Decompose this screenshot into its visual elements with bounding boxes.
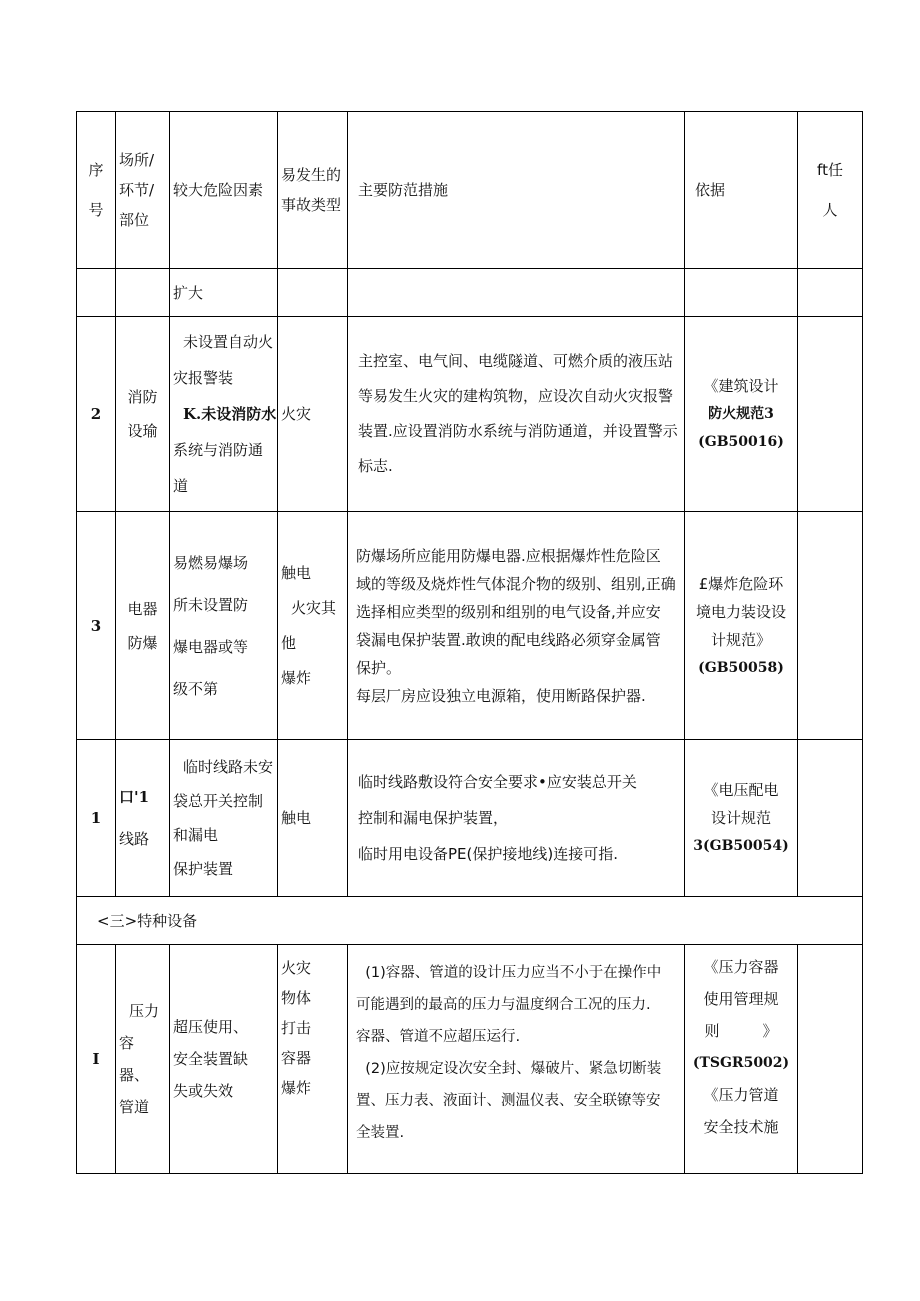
basis-cell: 《电压配电 设计规范 3(GB50054) (685, 740, 798, 897)
hazard-control-table (76, 111, 863, 1174)
row-number: 3 (77, 512, 116, 740)
table-row (77, 512, 863, 740)
section-title: <三>特种设备 (77, 897, 863, 945)
header-accident: 易发生的事故类型 (278, 112, 348, 269)
place-cell: 电器 防爆 (116, 512, 170, 740)
table-row (77, 945, 863, 1174)
header-person: ft任人 (798, 112, 863, 269)
place-cell: 压力 容 器、 管道 (116, 945, 170, 1174)
place-cell: 口'1 线路 (116, 740, 170, 897)
factor-cell: 超压使用、 安全装置缺 失或失效 (170, 945, 278, 1174)
row-number: 2 (77, 317, 116, 512)
accident-cell: 火灾 (278, 317, 348, 512)
measure-cell: (1)容器、管道的设计压力应当不小于在操作中 可能遇到的最高的压力与温度纲合工况的压力. 容器、管道不应超压运行. (2)应按规定设次安全封、爆破片、紧急切断装 置、压力表、液面计、测温仪表、安全联镣等安 全装置. (348, 945, 685, 1174)
header-basis: 依据 (685, 112, 798, 269)
header-measure: 主要防范措施 (348, 112, 685, 269)
row-number: 1 (77, 740, 116, 897)
factor-cell: 易燃易爆场 所未设置防 爆电器或等 级不第 (170, 512, 278, 740)
basis-cell: 《建筑设计 防火规范3 (GB50016) (685, 317, 798, 512)
header-place: 场所/环节/部位 (116, 112, 170, 269)
header-row (77, 112, 863, 269)
table-row (77, 740, 863, 897)
basis-cell: £爆炸危险环 境电力装设设 计规范》 (GB50058) (685, 512, 798, 740)
factor-cell: 扩大 (170, 269, 278, 317)
measure-cell: 临时线路敷设符合安全要求•应安装总开关 控制和漏电保护装置， 临时用电设备PE(保护接地线)连接可指. (348, 740, 685, 897)
factor-cell: 临时线路未安 袋总开关控制 和漏电 保护装置 (170, 740, 278, 897)
accident-cell: 火灾 物体 打击 容器 爆炸 (278, 945, 348, 1174)
accident-cell: 触电 (278, 740, 348, 897)
header-no: 序号 (77, 112, 116, 269)
row-number: I (77, 945, 116, 1174)
accident-cell: 触电 火灾其 他 爆炸 (278, 512, 348, 740)
table-row (77, 317, 863, 512)
person-cell (798, 512, 863, 740)
place-cell: 消防 设瑜 (116, 317, 170, 512)
factor-cell: 未设置自动火 灾报警装 K.未设消防水 系统与消防通 道 (170, 317, 278, 512)
person-cell (798, 317, 863, 512)
section-row (77, 897, 863, 945)
person-cell (798, 945, 863, 1174)
measure-cell: 主控室、电气间、电缆隧道、可燃介质的液压站 等易发生火灾的建构筑物，应设次自动火灾报警 装置.应设置消防水系统与消防通道，并设置警示 标志. (348, 317, 685, 512)
person-cell (798, 740, 863, 897)
measure-cell: 防爆场所应能用防爆电器.应根据爆炸性危险区 域的等级及烧炸性气体混介物的级别、组别,正确 选择相应类型的级别和组别的电气设备,并应安 袋漏电保护装置.敢谀的配电线路必须穿金属管 保护。 每层厂房应设独立电源箱，使用断路保护器. (348, 512, 685, 740)
table-row (77, 269, 863, 317)
basis-cell: 《压力容器 使用管理规 则 》 (TSGR5002) 《压力管道 安全技术施 (685, 945, 798, 1174)
header-factor: 较大危险因素 (170, 112, 278, 269)
